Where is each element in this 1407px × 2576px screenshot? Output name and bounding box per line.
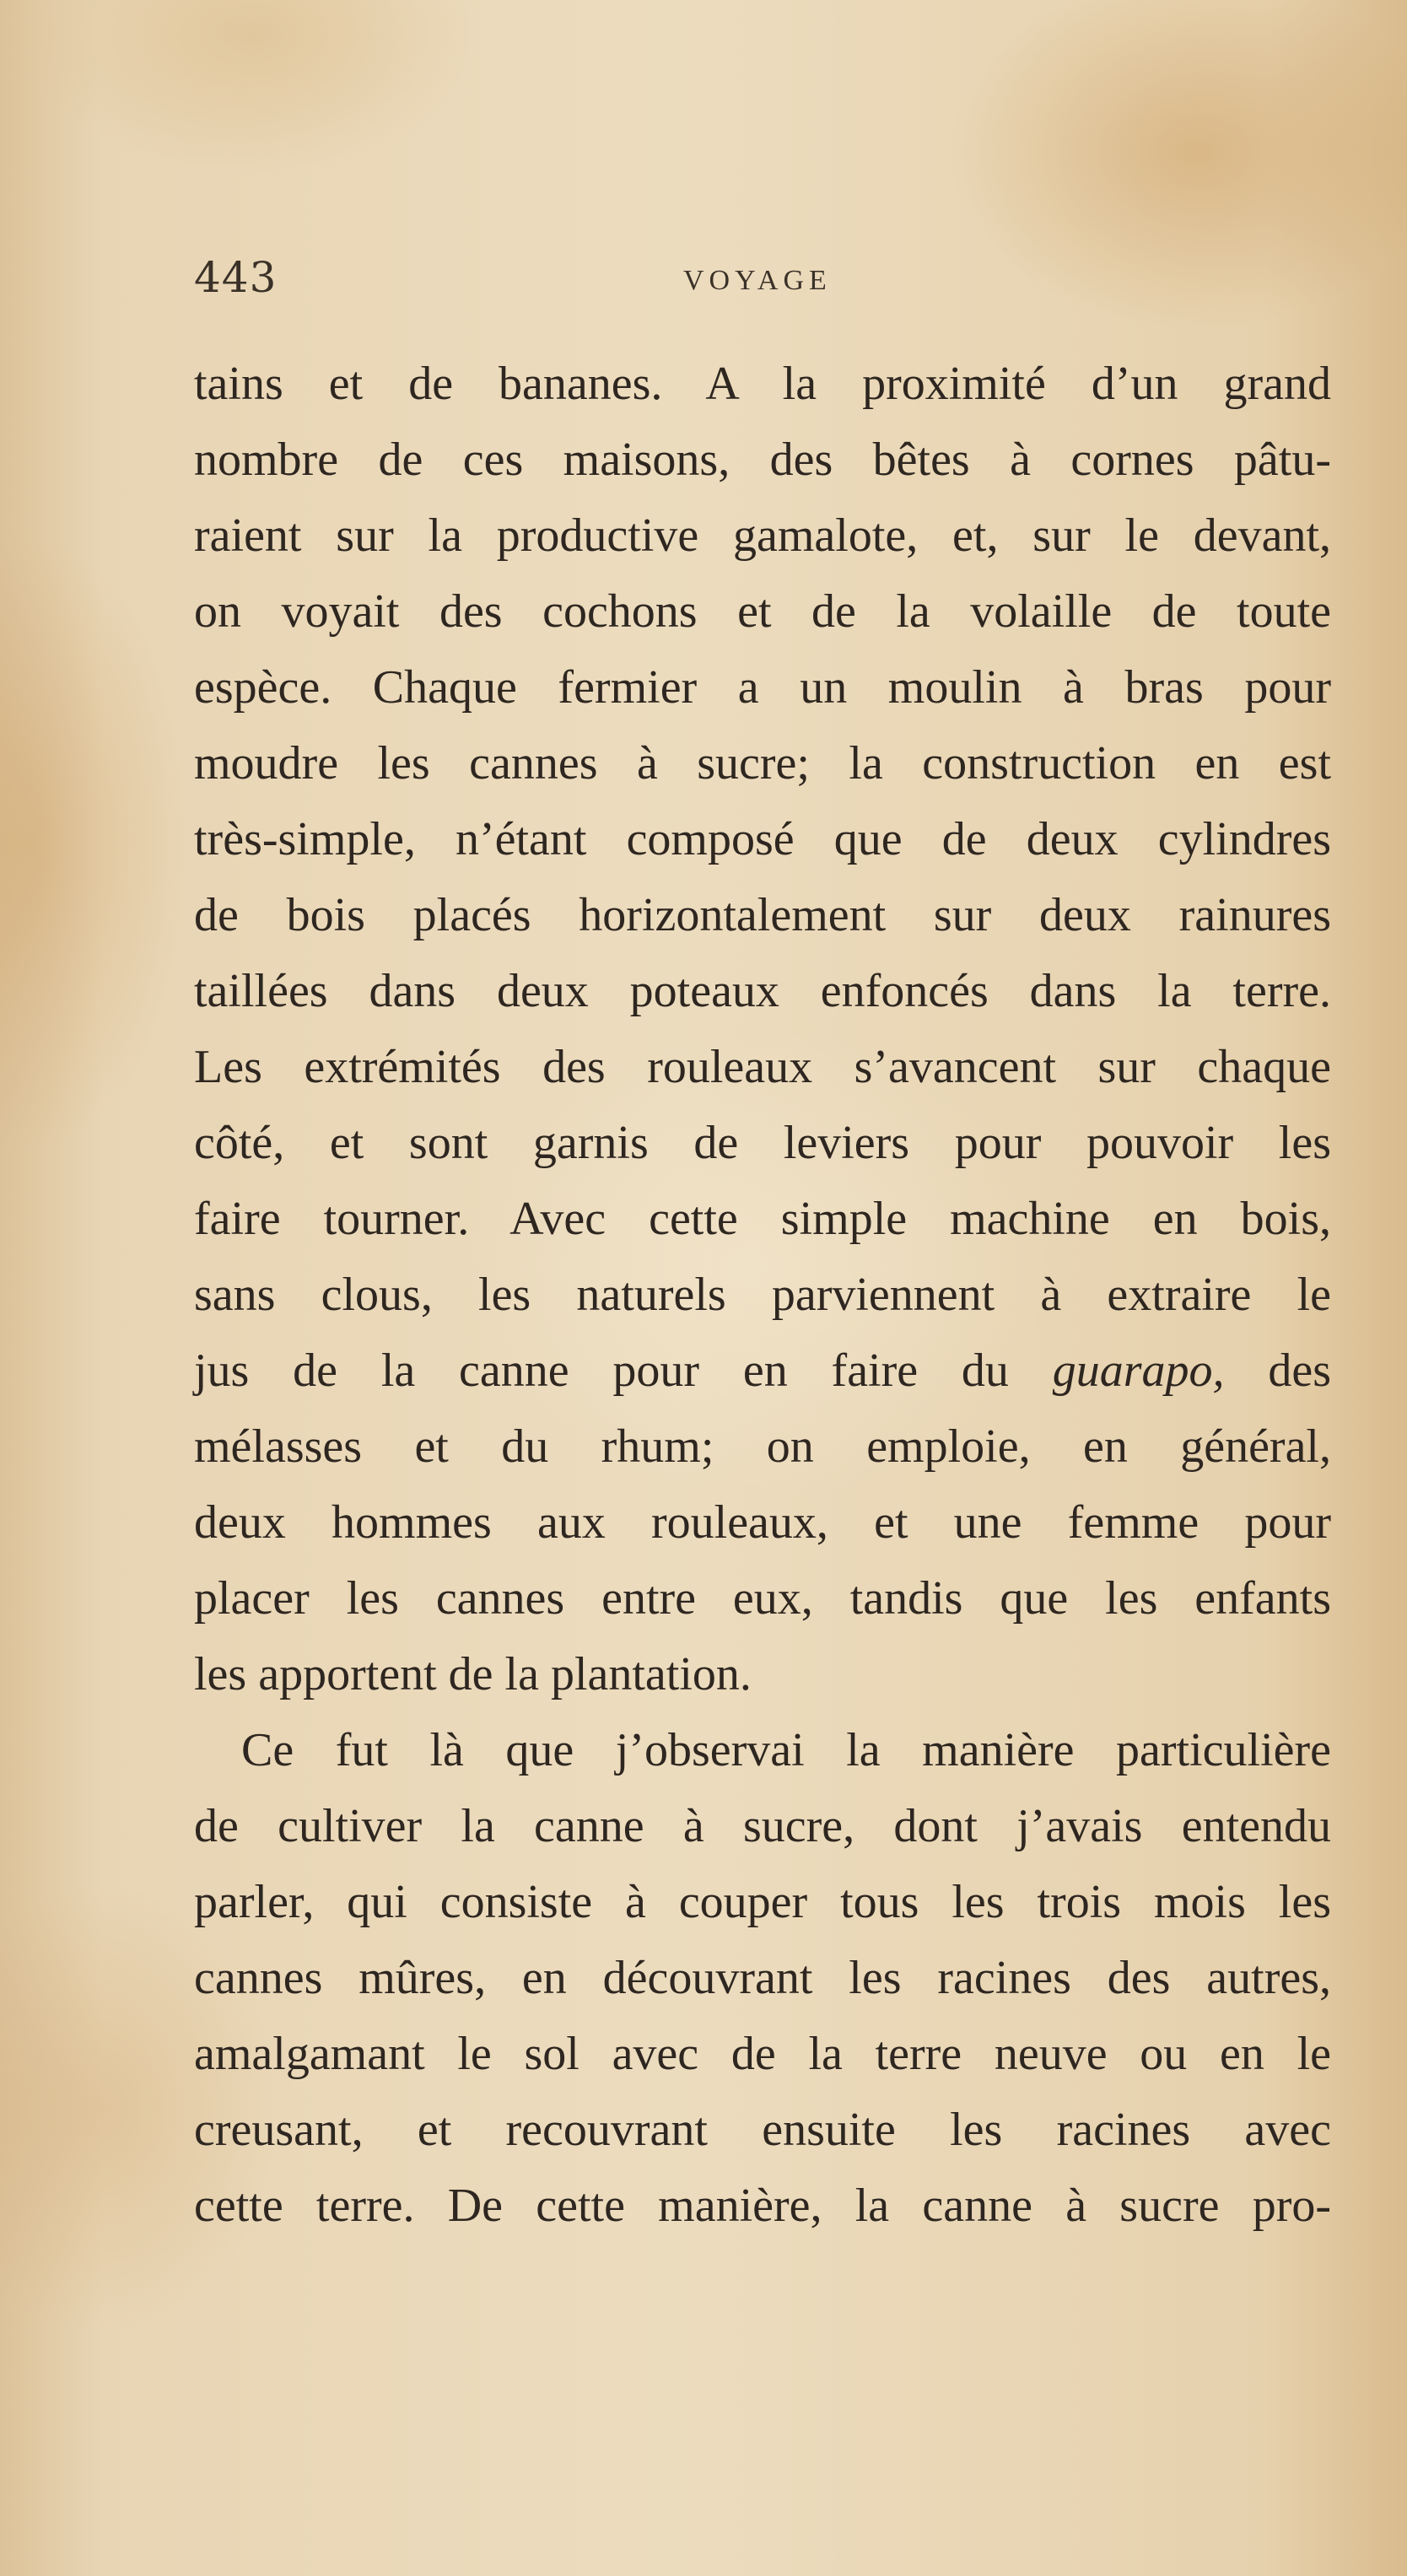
- text-line: on voyait des cochons et de la volaille de toute: [194, 585, 1331, 638]
- text-line: cannes mûres, en découvrant les racines des autres,: [194, 1952, 1331, 2004]
- text-line: creusant, et recouvrant ensuite les racines avec: [194, 2104, 1331, 2156]
- text-line: de bois placés horizontalement sur deux rainures: [194, 889, 1331, 941]
- text-segment: jus de la canne pour en faire du: [194, 1345, 1009, 1397]
- text-line: placer les cannes entre eux, tandis que les enfants: [194, 1572, 1331, 1625]
- paragraph-1: [194, 346, 1331, 1712]
- text-line: faire tourner. Avec cette simple machine en bois,: [194, 1193, 1331, 1245]
- italic-term-guarapo: guarapo,: [1052, 1345, 1225, 1397]
- running-title: VOYAGE: [683, 265, 832, 296]
- text-line: espèce. Chaque fermier a un moulin à bras pour: [194, 661, 1331, 714]
- page-header: [194, 253, 1324, 321]
- text-line: mélasses et du rhum; on emploie, en général,: [194, 1420, 1331, 1473]
- text-line: taillées dans deux poteaux enfoncés dans la terre.: [194, 965, 1331, 1017]
- text-line: cette terre. De cette manière, la canne à sucre pro-: [194, 2180, 1331, 2232]
- text-line: deux hommes aux rouleaux, et une femme pour: [194, 1496, 1331, 1549]
- text-line: nombre de ces maisons, des bêtes à cornes pâtu-: [194, 434, 1331, 486]
- text-line: les apportent de la plantation.: [194, 1648, 752, 1700]
- text-line: tains et de bananes. A la proximité d’un grand: [194, 358, 1331, 410]
- text-segment: des: [1268, 1345, 1331, 1397]
- text-line: de cultiver la canne à sucre, dont j’avais entendu: [194, 1800, 1331, 1852]
- body-text: [194, 346, 1331, 2244]
- text-line: raient sur la productive gamalote, et, sur le devant,: [194, 509, 1331, 562]
- page-number: 443: [194, 253, 278, 302]
- text-line: moudre les cannes à sucre; la construction en est: [194, 737, 1331, 790]
- text-line: Les extrémités des rouleaux s’avancent sur chaque: [194, 1041, 1331, 1093]
- text-line: côté, et sont garnis de leviers pour pouvoir les: [194, 1117, 1331, 1169]
- text-line: très-simple, n’étant composé que de deux cylindres: [194, 813, 1331, 865]
- text-line: sans clous, les naturels parviennent à extraire le: [194, 1269, 1331, 1321]
- text-line: parler, qui consiste à couper tous les trois mois les: [194, 1876, 1331, 1928]
- text-line-with-italic: [194, 1333, 1331, 1409]
- paragraph-2: [194, 1712, 1331, 2244]
- text-line: amalgamant le sol avec de la terre neuve ou en le: [194, 2028, 1331, 2080]
- text-line: Ce fut là que j’observai la manière particulière: [241, 1724, 1331, 1776]
